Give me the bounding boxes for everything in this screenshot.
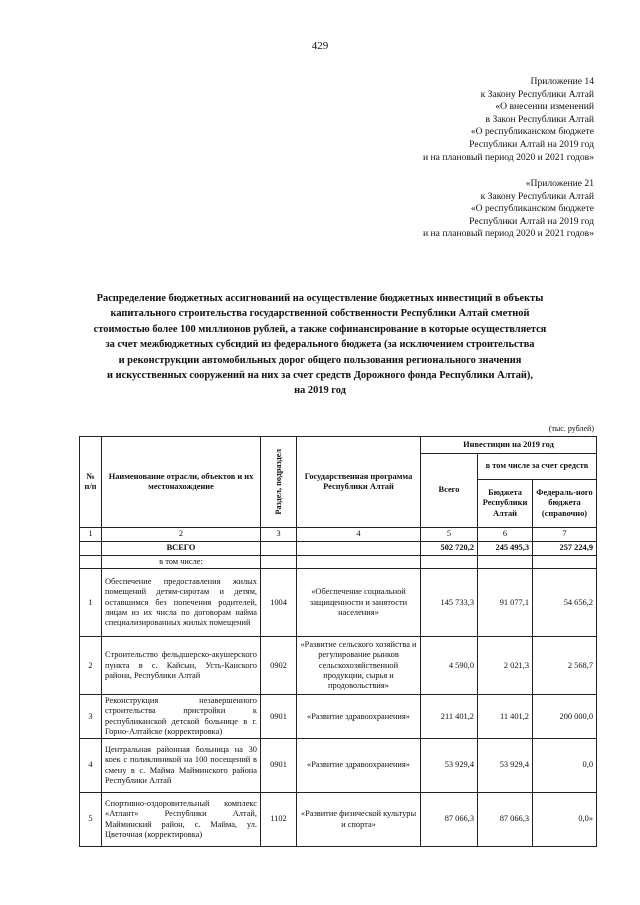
annex-21-header [423, 178, 594, 241]
table-row [80, 739, 597, 793]
row-name: Реконструкция незавершенного строительства пристройки к республиканской детской больнице в г. Горно-Алтайске (корректировка) [102, 695, 261, 739]
annex-line: в Закон Республики Алтай [485, 113, 594, 125]
annex-line: «О республиканском бюджете [470, 126, 594, 138]
annex-line: и на плановый период 2020 и 2021 годов» [423, 228, 594, 240]
table-row [80, 695, 597, 739]
col-number: 4 [297, 528, 421, 542]
total-regional: 245 495,3 [478, 542, 533, 556]
col-number: 2 [102, 528, 261, 542]
header-regional: Бюджета Республики Алтай [478, 480, 533, 528]
col-number: 6 [478, 528, 533, 542]
row-federal: 54 656,2 [533, 569, 597, 637]
row-total: 4 590,0 [421, 637, 478, 695]
row-total: 87 066,3 [421, 793, 478, 847]
row-num: 2 [80, 637, 102, 695]
row-regional: 11 401,2 [478, 695, 533, 739]
col-number: 7 [533, 528, 597, 542]
title-line: стоимостью более 100 миллионов рублей, а также софинансирование в которые осуществляется [93, 323, 547, 335]
row-program: «Развитие здравоохранения» [297, 739, 421, 793]
title-line: и искусственных сооружений на них за счет средств Дорожного фонда Республики Алтай), [107, 370, 533, 382]
header-investments: Инвестиции на 2019 год [421, 437, 597, 454]
investment-table [79, 436, 597, 847]
annex-line: «Приложение 21 [525, 178, 594, 189]
table-row [80, 637, 597, 695]
title-line: за счет межбюджетных субсидий из федерального бюджета (за исключением строительства [105, 339, 535, 351]
row-regional: 91 077,1 [478, 569, 533, 637]
title-line: на 2019 год [294, 385, 346, 397]
title-line: капитального строительства государственной собственности Республики Алтай сметной [110, 308, 530, 320]
row-section: 0902 [261, 637, 297, 695]
page-number: 429 [311, 40, 329, 52]
row-program: «Развитие здравоохранения» [297, 695, 421, 739]
header-num: № п/п [80, 437, 102, 528]
row-regional: 53 929,4 [478, 739, 533, 793]
row-federal: 200 000,0 [533, 695, 597, 739]
row-section: 0901 [261, 695, 297, 739]
header-section-text: Раздел, подраздел [273, 449, 283, 515]
row-program: «Развитие сельского хозяйства и регулирование рынков сельскохозяйственной продукции, сырья и продовольствия» [297, 637, 421, 695]
header-total: Всего [421, 454, 478, 528]
row-program: «Обеспечение социальной защищенности и занятости населения» [297, 569, 421, 637]
row-name: Центральная районная больница на 30 коек с поликлиникой на 100 посещений в смену в с. Майма Майминского района Республики Алтай [102, 739, 261, 793]
row-regional: 2 021,3 [478, 637, 533, 695]
header-including: в том числе за счет средств [478, 454, 597, 480]
row-federal: 0,0 [533, 739, 597, 793]
title-line: Распределение бюджетных ассигнований на осуществление бюджетных инвестиций в объекты [96, 293, 544, 304]
header-federal: Федераль-ного бюджета (справочно) [533, 480, 597, 528]
total-all: 502 720,2 [421, 542, 478, 556]
row-total: 211 401,2 [421, 695, 478, 739]
total-row [80, 542, 597, 556]
document-title [40, 291, 600, 399]
annex-line: Приложение 14 [530, 76, 594, 87]
table-row [80, 793, 597, 847]
total-federal: 257 224,9 [533, 542, 597, 556]
row-name: Обеспечение предоставления жилых помещений детям-сиротам и детям, оставшимся без попечения родителей, лицам из их числа по договорам найма специализированных жилых помещений [102, 569, 261, 637]
col-number: 5 [421, 528, 478, 542]
annex-line: к Закону Республики Алтай [480, 88, 594, 100]
row-federal: 2 568,7 [533, 637, 597, 695]
title-line: и реконструкции автомобильных дорог общего пользования регионального значения [118, 354, 522, 366]
col-number: 3 [261, 528, 297, 542]
row-section: 1102 [261, 793, 297, 847]
annex-14-header [423, 76, 594, 164]
including-label: в том числе: [102, 556, 261, 569]
header-section [261, 437, 297, 528]
header-name: Наименование отрасли, объектов и их местонахождение [102, 437, 261, 528]
annex-line: «О внесении изменений [495, 101, 594, 113]
row-section: 1004 [261, 569, 297, 637]
row-num: 5 [80, 793, 102, 847]
row-total: 145 733,3 [421, 569, 478, 637]
table-row [80, 569, 597, 637]
row-regional: 87 066,3 [478, 793, 533, 847]
col-number: 1 [80, 528, 102, 542]
unit-note: (тыс. рублей) [548, 424, 594, 433]
annex-line: Республики Алтай на 2019 год [469, 138, 594, 150]
annex-line: Республики Алтай на 2019 год [469, 215, 594, 227]
annex-line: и на плановый период 2020 и 2021 годов» [423, 151, 594, 163]
row-section: 0901 [261, 739, 297, 793]
row-num: 3 [80, 695, 102, 739]
annex-line: «О республиканском бюджете [470, 203, 594, 215]
row-num: 1 [80, 569, 102, 637]
annex-line: к Закону Республики Алтай [480, 190, 594, 202]
row-name: Строительство фельдшерско-акушерского пункта в с. Кайсын, Усть-Канского района, Республики Алтай [102, 637, 261, 695]
header-program: Государственная программа Республики Алтай [297, 437, 421, 528]
row-num: 4 [80, 739, 102, 793]
row-program: «Развитие физической культуры и спорта» [297, 793, 421, 847]
row-total: 53 929,4 [421, 739, 478, 793]
row-federal: 0,0» [533, 793, 597, 847]
total-label: ВСЕГО [102, 542, 261, 556]
row-name: Спортивно-оздоровительный комплекс «Атлант» Республики Алтай, Майминский район, с. Майма, ул. Цветочная (корректировка) [102, 793, 261, 847]
